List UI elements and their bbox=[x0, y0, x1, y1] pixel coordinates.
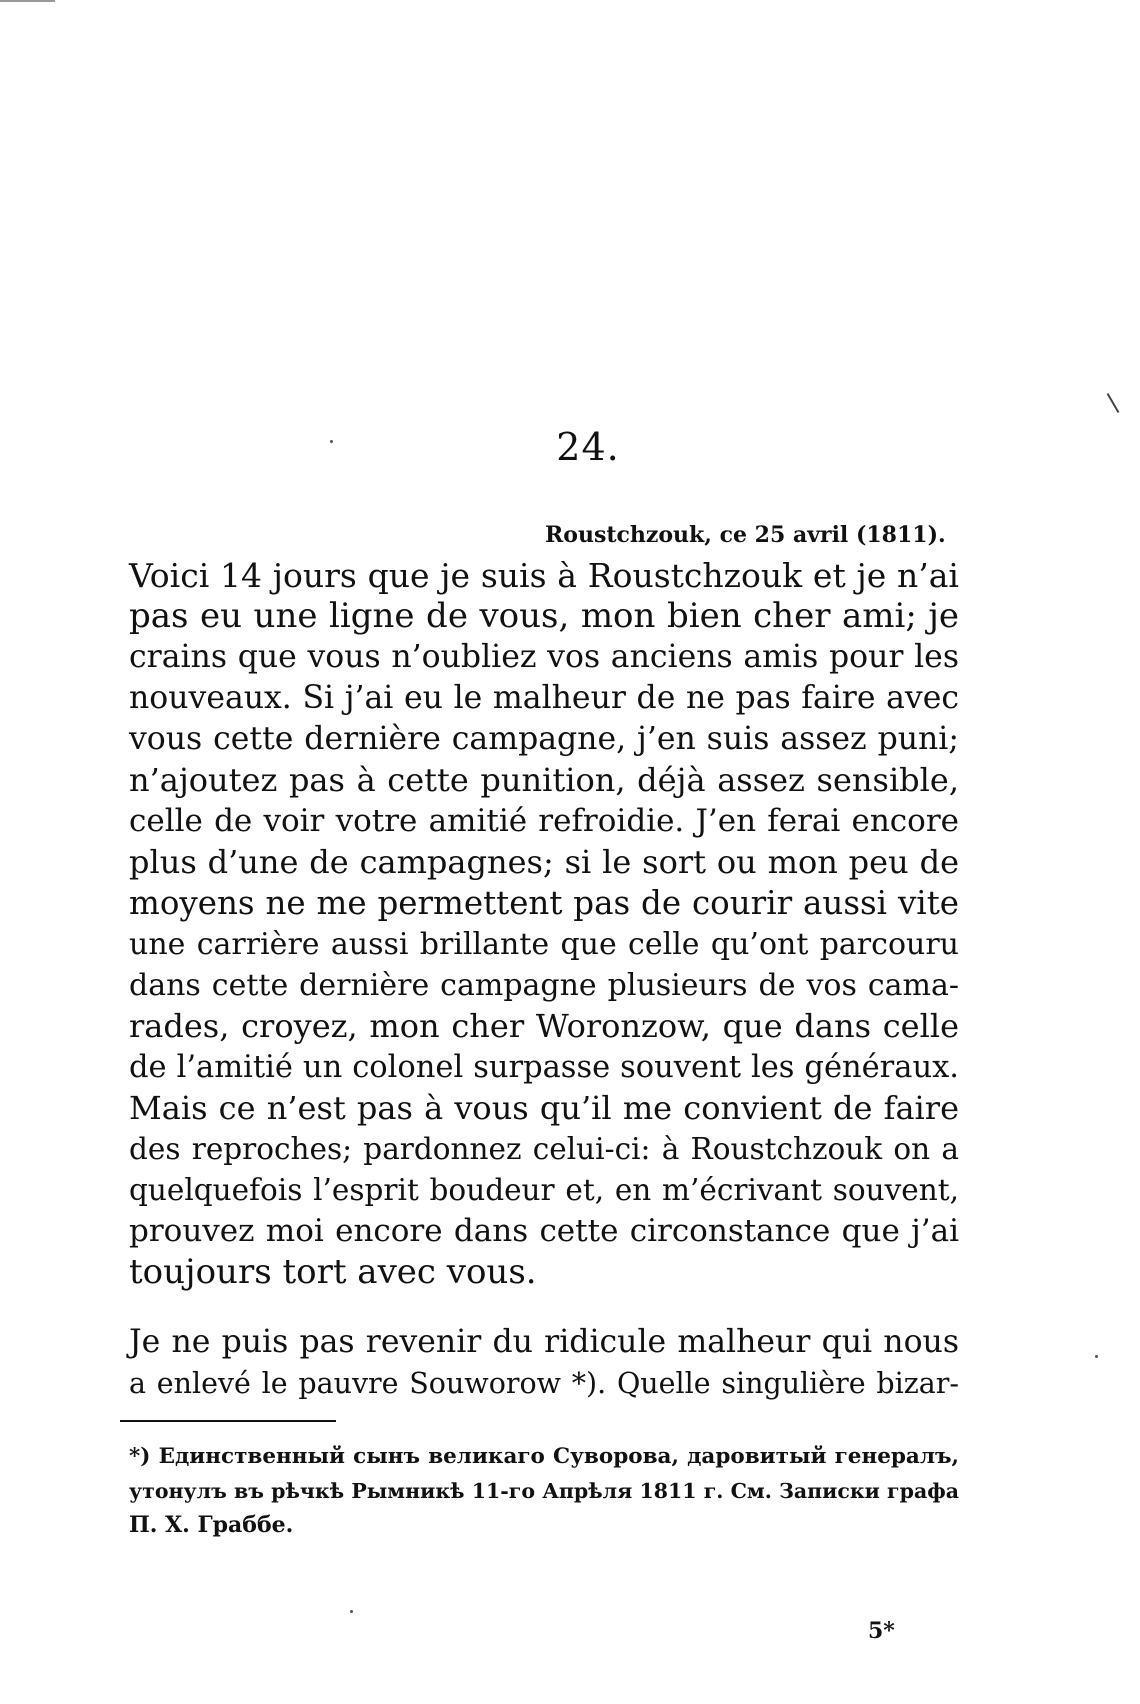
footnote-divider bbox=[120, 1420, 336, 1422]
text-line: toujours tort avec vous. bbox=[129, 1252, 537, 1292]
text-line: prouvez moi encore dans cette circonstance que j’ai bbox=[129, 1213, 959, 1249]
text-line: Je ne puis pas revenir du ridicule malheur qui nous bbox=[129, 1324, 959, 1360]
text-line: une carrière aussi brillante que celle qu’ont parcouru bbox=[129, 927, 959, 962]
scan-artifact bbox=[1107, 393, 1120, 413]
text-line: celle de voir votre amitié refroidie. J’en ferai encore bbox=[129, 803, 959, 839]
text-line: vous cette dernière campagne, j’en suis assez puni; bbox=[129, 721, 959, 757]
printer-signature-mark: 5* bbox=[868, 1618, 895, 1644]
footnote-line: *) Единственный сынъ великаго Суворова, даровитый генералъ, bbox=[129, 1444, 959, 1469]
scan-edge-mark bbox=[0, 0, 55, 2]
footnote bbox=[129, 1440, 959, 1542]
text-line: rades, croyez, mon cher Woronzow, que dans celle bbox=[129, 1007, 959, 1045]
text-line: quelquefois l’esprit boudeur et, en m’écrivant souvent, bbox=[129, 1173, 959, 1207]
paragraph-2 bbox=[129, 1322, 959, 1404]
text-line: nouveaux. Si j’ai eu le malheur de ne pas faire avec bbox=[129, 680, 959, 716]
dateline: Roustchzouk, ce 25 avril (1811). bbox=[545, 522, 946, 548]
text-line: de l’amitié un colonel surpasse souvent les généraux. bbox=[129, 1050, 959, 1085]
scan-speck bbox=[1095, 1355, 1098, 1358]
text-line: Voici 14 jours que je suis à Roustchzouk et je n’ai bbox=[129, 556, 959, 595]
text-line: dans cette dernière campagne plusieurs de vos cama- bbox=[129, 968, 959, 1003]
scan-speck bbox=[350, 1610, 353, 1613]
text-line: Mais ce n’est pas à vous qu’il me convient de faire bbox=[129, 1089, 959, 1127]
text-line: n’ajoutez pas à cette punition, déjà assez sensible, bbox=[129, 761, 959, 799]
paragraph-1 bbox=[129, 555, 959, 1293]
footnote-line: П. Х. Граббе. bbox=[129, 1512, 294, 1538]
text-line: crains que vous n’oubliez vos anciens amis pour les bbox=[129, 639, 959, 675]
footnote-line: утонулъ въ рѣчкѣ Рымникѣ 11-го Апрѣля 1811 г. См. Записки графа bbox=[129, 1479, 959, 1503]
page-number: 24. bbox=[556, 425, 620, 469]
text-line: moyens ne me permettent pas de courir aussi vite bbox=[129, 884, 959, 922]
text-line: plus d’une de campagnes; si le sort ou mon peu de bbox=[129, 843, 959, 881]
text-line: des reproches; pardonnez celui-ci: à Roustchzouk on a bbox=[129, 1132, 959, 1166]
text-line: a enlevé le pauvre Souworow *). Quelle singulière bizar- bbox=[129, 1367, 959, 1400]
text-line: pas eu une ligne de vous, mon bien cher ami; je bbox=[129, 596, 959, 636]
